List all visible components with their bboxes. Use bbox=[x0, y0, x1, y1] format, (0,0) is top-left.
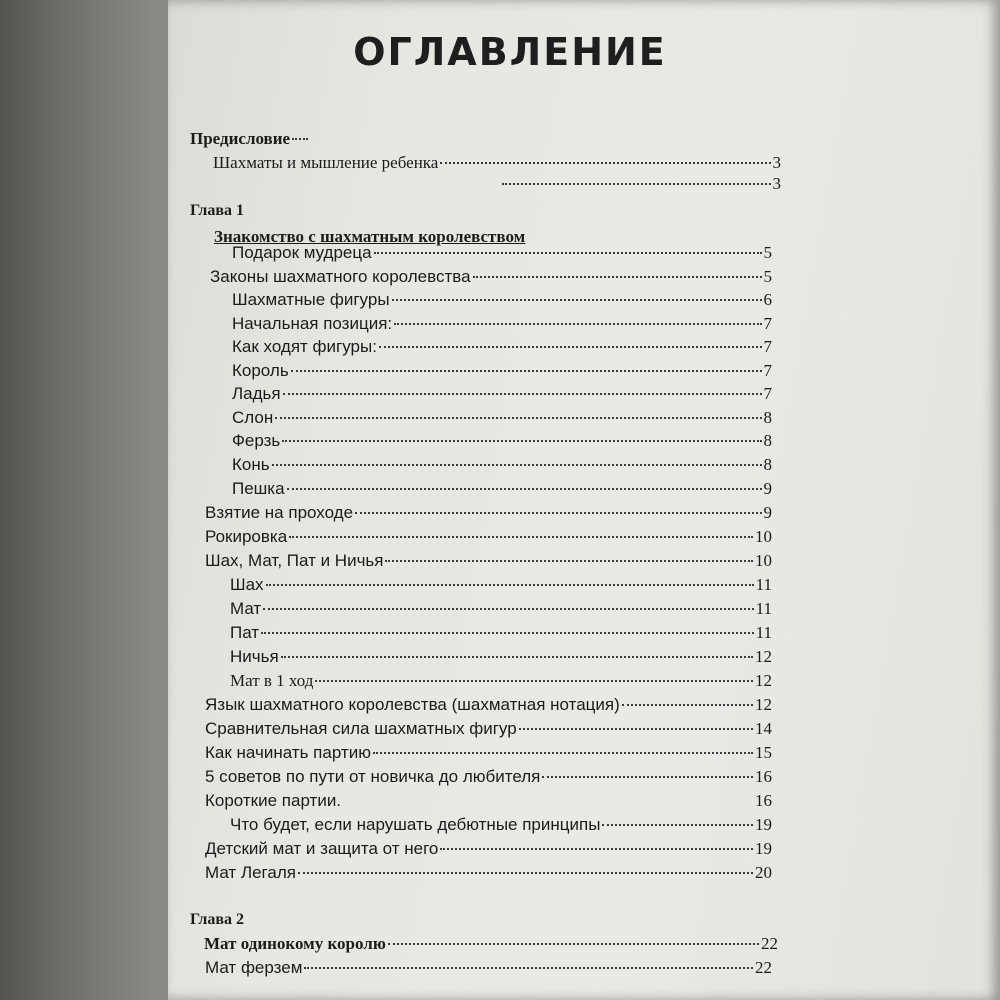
toc-entry-ch1-14[interactable] bbox=[230, 574, 772, 596]
toc-entry-page: 12 bbox=[755, 695, 772, 714]
toc-entry-label: Король bbox=[232, 361, 289, 380]
toc-entry-label: Начальная позиция: bbox=[232, 314, 393, 333]
toc-leader bbox=[502, 183, 771, 185]
toc-entry-page: 20 bbox=[755, 863, 772, 882]
toc-leader bbox=[304, 967, 753, 969]
toc-entry-label: Мат bbox=[230, 599, 262, 618]
toc-leader bbox=[392, 299, 762, 301]
toc-leader bbox=[374, 252, 762, 254]
toc-entry-ch1-23[interactable] bbox=[205, 790, 772, 812]
toc-entry-label: Шах, Мат, Пат и Ничья bbox=[205, 551, 384, 570]
toc-entry-page: 6 bbox=[763, 290, 772, 309]
toc-entry-label: Что будет, если нарушать дебютные принципы bbox=[230, 815, 601, 834]
toc-entry-page: 12 bbox=[755, 647, 772, 666]
toc-entry-label: Мат ферзем bbox=[205, 958, 303, 977]
toc-leader bbox=[291, 370, 762, 372]
toc-leader bbox=[287, 488, 762, 490]
toc-entry-ch1-21[interactable] bbox=[205, 742, 772, 764]
toc-entry-label: Как начинать партию bbox=[205, 743, 371, 762]
toc-entry-ch1-18[interactable] bbox=[230, 670, 772, 692]
toc-entry-label: Знакомство с шахматным королевством bbox=[214, 227, 526, 246]
toc-entry-ch1-11[interactable] bbox=[205, 502, 772, 524]
toc-entry-page: 5 bbox=[763, 267, 772, 286]
toc-entry-page: 19 bbox=[755, 839, 772, 858]
toc-entry-label: Ферзь bbox=[232, 431, 281, 450]
toc-entry-ch1-17[interactable] bbox=[230, 646, 772, 668]
toc-leader bbox=[266, 584, 754, 586]
toc-entry-ch1-7[interactable] bbox=[232, 407, 772, 429]
toc-leader bbox=[473, 276, 762, 278]
toc-leader bbox=[440, 848, 753, 850]
toc-entry-label: Ладья bbox=[232, 384, 281, 403]
toc-leader bbox=[519, 728, 753, 730]
toc-entry-page: 7 bbox=[763, 314, 772, 333]
toc-entry-label: Шахматные фигуры bbox=[232, 290, 390, 309]
toc-leader bbox=[282, 440, 761, 442]
toc-entry-ch1-12[interactable] bbox=[205, 526, 772, 548]
toc-entry-page: 3 bbox=[772, 174, 781, 193]
toc-leader bbox=[272, 464, 762, 466]
toc-entry-page: 8 bbox=[763, 455, 772, 474]
toc-leader bbox=[298, 872, 753, 874]
toc-entry-page: 10 bbox=[755, 551, 772, 570]
toc-entry-label: Мат в 1 ход bbox=[230, 671, 314, 690]
toc-entry-label: Конь bbox=[232, 455, 270, 474]
toc-leader bbox=[281, 656, 753, 658]
toc-entry-ch1-9[interactable] bbox=[232, 454, 772, 476]
toc-leader bbox=[355, 512, 761, 514]
toc-leader bbox=[275, 417, 761, 419]
toc-leader bbox=[289, 536, 753, 538]
toc-entry-page: 9 bbox=[763, 503, 772, 522]
toc-entry-page: 8 bbox=[763, 408, 772, 427]
toc-entry-page: 16 bbox=[755, 791, 772, 810]
toc-entry-page: 11 bbox=[755, 575, 772, 594]
toc-entry-label: Подарок мудреца bbox=[232, 243, 372, 262]
toc-entry-ch1-25[interactable] bbox=[205, 838, 772, 860]
toc-entry-ch1-2[interactable] bbox=[232, 289, 772, 311]
toc-entry-label: Мат одинокому королю bbox=[204, 934, 386, 953]
toc-entry-ch1-4[interactable] bbox=[232, 336, 772, 358]
toc-entry-page: 15 bbox=[755, 743, 772, 762]
toc-entry-label: Язык шахматного королевства (шахматная нотация) bbox=[205, 695, 620, 714]
toc-entry-label: Рокировка bbox=[205, 527, 288, 546]
toc-leader bbox=[394, 323, 761, 325]
toc-entry-ch1-3[interactable] bbox=[232, 313, 772, 335]
toc-entry-page: 10 bbox=[755, 527, 772, 546]
toc-leader bbox=[379, 346, 762, 348]
toc-entry-page: 14 bbox=[755, 719, 772, 738]
toc-entry-preface-extra[interactable] bbox=[500, 173, 781, 195]
toc-entry-page: 12 bbox=[755, 671, 772, 690]
toc-entry-ch1-6[interactable] bbox=[232, 383, 772, 405]
toc-entry-page: 22 bbox=[761, 934, 778, 953]
chapter-1-label: Глава 1 bbox=[190, 202, 244, 219]
page-title: ОГЛАВЛЕНИЕ bbox=[353, 30, 667, 74]
toc-entry-ch1-0[interactable] bbox=[232, 242, 772, 264]
toc-entry-page: 11 bbox=[755, 623, 772, 642]
toc-entry-label: Законы шахматного королевства bbox=[210, 267, 471, 286]
toc-entry-page: 19 bbox=[755, 815, 772, 834]
toc-entry-ch1-10[interactable] bbox=[232, 478, 772, 500]
toc-chapter-2-heading[interactable] bbox=[204, 933, 778, 955]
toc-entry-ch1-20[interactable] bbox=[205, 718, 772, 740]
toc-entry-label: Шах bbox=[230, 575, 264, 594]
toc-entry-ch2-0[interactable] bbox=[205, 957, 772, 979]
toc-leader bbox=[385, 560, 753, 562]
toc-leader bbox=[263, 608, 753, 610]
toc-entry-ch1-19[interactable] bbox=[205, 694, 772, 716]
toc-entry-ch1-13[interactable] bbox=[205, 550, 772, 572]
toc-leader bbox=[283, 393, 762, 395]
toc-entry-ch1-22[interactable] bbox=[205, 766, 772, 788]
toc-entry-ch1-5[interactable] bbox=[232, 360, 772, 382]
toc-leader bbox=[261, 632, 754, 634]
toc-entry-label: Взятие на проходе bbox=[205, 503, 354, 522]
toc-entry-label: Ничья bbox=[230, 647, 279, 666]
toc-entry-page: 3 bbox=[772, 153, 781, 172]
toc-leader bbox=[622, 704, 753, 706]
toc-leader bbox=[373, 752, 753, 754]
toc-entry-label: Слон bbox=[232, 408, 274, 427]
toc-leader bbox=[542, 776, 753, 778]
toc-entry-label: Пешка bbox=[232, 479, 285, 498]
toc-entry-label: Предисловие bbox=[190, 129, 291, 148]
toc-entry-page: 16 bbox=[755, 767, 772, 786]
toc-leader bbox=[315, 680, 753, 682]
toc-entry-page: 7 bbox=[763, 361, 772, 380]
toc-entry-page: 7 bbox=[763, 337, 772, 356]
toc-entry-label: Сравнительная сила шахматных фигур bbox=[205, 719, 517, 738]
toc-entry-preface[interactable] bbox=[190, 128, 310, 150]
toc-leader bbox=[292, 138, 308, 140]
toc-entry-label: Пат bbox=[230, 623, 260, 642]
toc-entry-label: Детский мат и защита от него bbox=[205, 839, 439, 858]
toc-entry-page: 22 bbox=[755, 958, 772, 977]
chapter-2-label: Глава 2 bbox=[190, 911, 244, 928]
toc-entry-ch1-8[interactable] bbox=[232, 430, 772, 452]
toc-leader bbox=[440, 162, 770, 164]
toc-entry-label: 5 советов по пути от новичка до любителя bbox=[205, 767, 541, 786]
toc-entry-label: Шахматы и мышление ребенка bbox=[213, 153, 439, 172]
toc-entry-ch1-15[interactable] bbox=[230, 598, 772, 620]
toc-leader bbox=[388, 943, 759, 945]
toc-entry-ch1-16[interactable] bbox=[230, 622, 772, 644]
toc-entry-page: 8 bbox=[763, 431, 772, 450]
toc-entry-label: Короткие партии. bbox=[205, 791, 342, 810]
toc-entry-label: Как ходят фигуры: bbox=[232, 337, 377, 356]
toc-entry-ch1-26[interactable] bbox=[205, 862, 772, 884]
toc-entry-page: 7 bbox=[763, 384, 772, 403]
toc-entry-page: 5 bbox=[763, 243, 772, 262]
toc-entry-page: 9 bbox=[763, 479, 772, 498]
toc-entry-page: 11 bbox=[755, 599, 772, 618]
toc-entry-ch1-24[interactable] bbox=[230, 814, 772, 836]
toc-entry-preface-sub[interactable] bbox=[213, 152, 781, 174]
toc-leader bbox=[602, 824, 753, 826]
toc-entry-ch1-1[interactable] bbox=[210, 266, 772, 288]
toc-entry-label: Мат Легаля bbox=[205, 863, 296, 882]
